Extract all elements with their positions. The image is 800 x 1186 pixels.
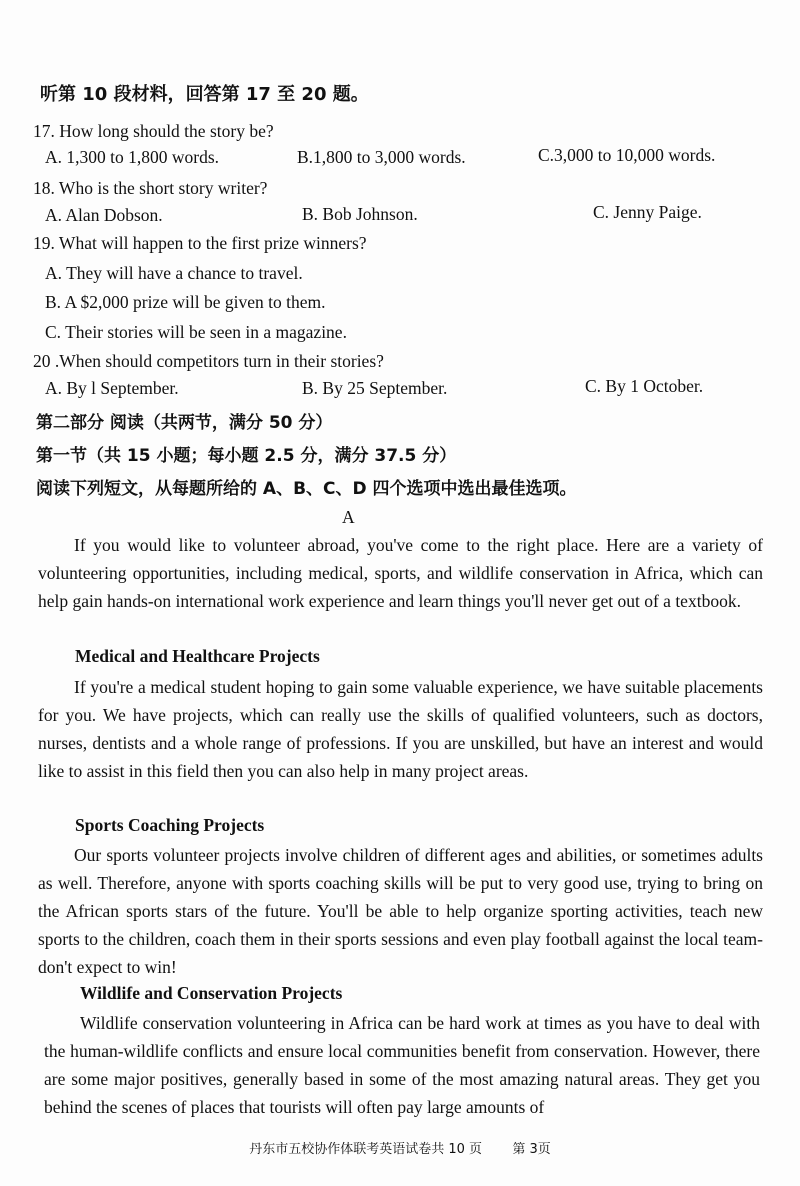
q18-option-c: C. Jenny Paige. <box>593 202 702 222</box>
footer-text: 丹东市五校协作体联考英语试卷共 10 页 <box>249 1142 483 1157</box>
reading-instruction: 阅读下列短文，从每题所给的 A、B、C、D 四个选项中选出最佳选项。 <box>36 479 577 499</box>
q19-option-b: B. A $2,000 prize will be given to them. <box>45 292 326 312</box>
page-footer <box>0 1138 800 1157</box>
section-heading-sports: Sports Coaching Projects <box>75 815 265 835</box>
passage-intro: If you would like to volunteer abroad, you've come to the right place. Here are a variety of volunteering opportunities, including medical, sports, and wildlife conservation in Africa, which can help gain hands-on international work experience and learn things you'll never get out of a textbook. <box>38 535 763 611</box>
q20-option-b: B. By 25 September. <box>302 378 448 398</box>
section-text-wildlife: Wildlife conservation volunteering in Africa can be hard work at times as you have to deal with the human-wildlife conflicts and ensure local communities benefit from conservation. However, there are some major positives, generally based in some of the most amazing natural areas. They get you behind the scenes of places that tourists will often pay large amounts of <box>44 1013 760 1117</box>
question-18: 18. Who is the short story writer? <box>33 178 268 198</box>
q18-option-b: B. Bob Johnson. <box>302 204 418 224</box>
footer-page-number: 第 3页 <box>512 1142 551 1157</box>
q19-option-c: C. Their stories will be seen in a magazine. <box>45 322 347 342</box>
q17-option-b: B.1,800 to 3,000 words. <box>297 147 466 167</box>
passage-label: A <box>342 507 355 527</box>
q19-option-a: A. They will have a chance to travel. <box>45 263 303 283</box>
q20-option-a: A. By l September. <box>45 378 179 398</box>
question-20: 20 .When should competitors turn in their stories? <box>33 351 384 371</box>
section-text-sports: Our sports volunteer projects involve children of different ages and abilities, or sometimes adults as well. Therefore, anyone with sports coaching skills will be put to very good use, trying to bring on the African sports stars of the future. You'll be able to help organize sporting activities, teach new sports to the children, coach them in their sports sessions and even play football against the local team-don't expect to win! <box>38 845 763 977</box>
reading-part-title: 第二部分 阅读（共两节，满分 50 分） <box>36 413 333 433</box>
q20-option-c: C. By 1 October. <box>585 376 704 396</box>
q17-option-c: C.3,000 to 10,000 words. <box>538 145 716 165</box>
listening-instruction: 听第 10 段材料，回答第 17 至 20 题。 <box>40 84 369 105</box>
question-17: 17. How long should the story be? <box>33 121 274 141</box>
section-heading-medical: Medical and Healthcare Projects <box>75 646 320 666</box>
question-19: 19. What will happen to the first prize winners? <box>33 233 367 253</box>
section-text-medical: If you're a medical student hoping to gain some valuable experience, we have suitable placements for you. We have projects, which can really use the skills of qualified volunteers, such as doctors, nurses, dentists and a whole range of professions. If you are unskilled, but have an interest and would like to assist in this field then you can also help in many project areas. <box>38 677 763 781</box>
q17-option-a: A. 1,300 to 1,800 words. <box>45 147 220 167</box>
reading-section-title: 第一节（共 15 小题；每小题 2.5 分，满分 37.5 分） <box>36 446 457 466</box>
section-heading-wildlife: Wildlife and Conservation Projects <box>80 983 343 1003</box>
q18-option-a: A. Alan Dobson. <box>45 205 163 225</box>
